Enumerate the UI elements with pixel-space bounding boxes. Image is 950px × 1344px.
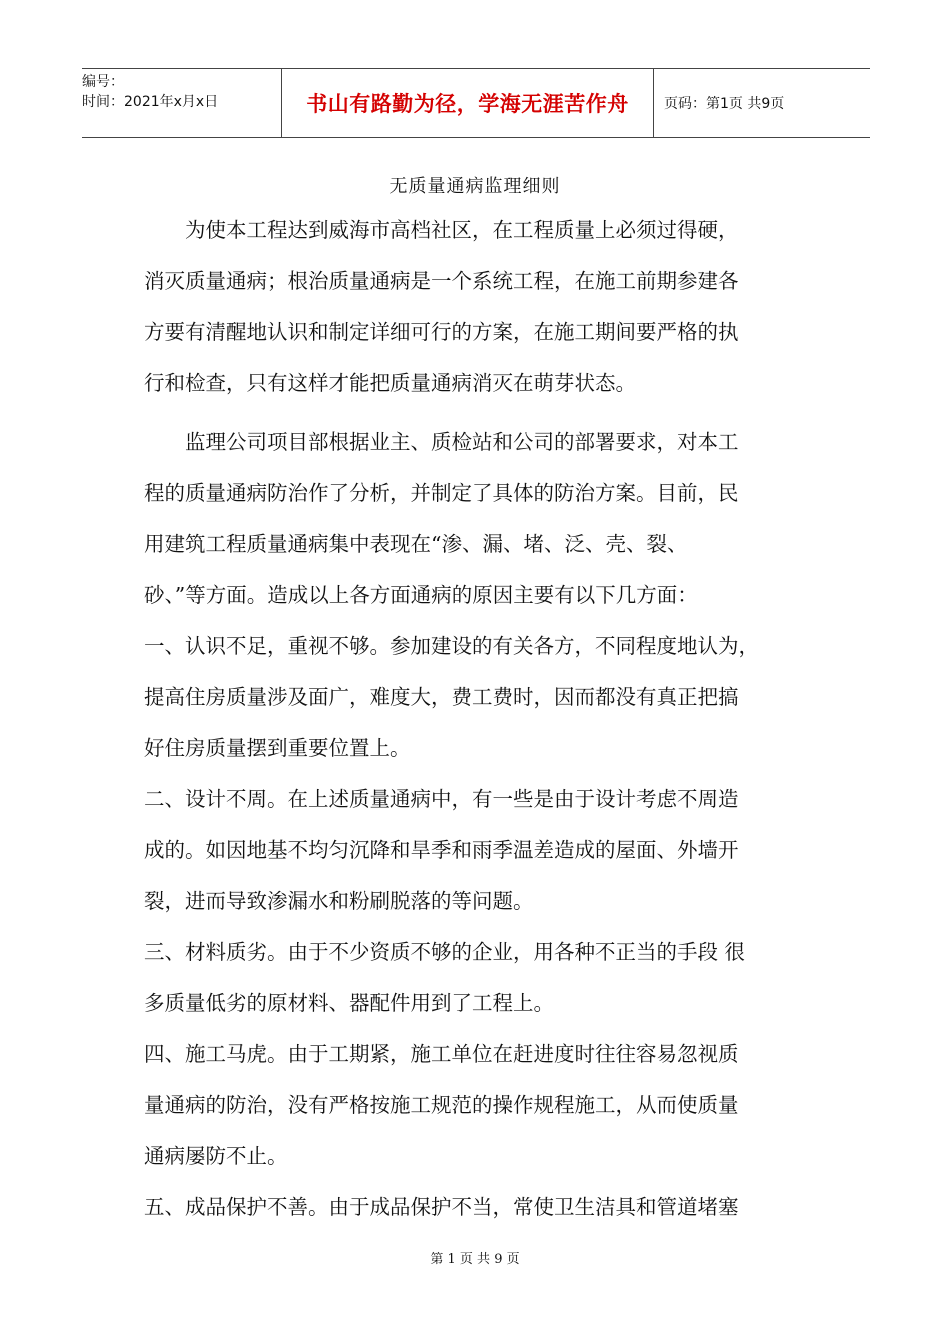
page-header — [82, 68, 870, 138]
body-line: 为使本工程达到威海市高档社区，在工程质量上必须过得硬， — [144, 218, 739, 242]
page-footer: 第 1 页 共 9 页 — [430, 1252, 520, 1267]
body-line: 监理公司项目部根据业主、质检站和公司的部署要求，对本工 — [144, 430, 739, 454]
body-line: 消灭质量通病；根治质量通病是一个系统工程，在施工前期参建各 — [144, 269, 739, 293]
body-line: 二、设计不周。在上述质量通病中，有一些是由于设计考虑不周造 — [144, 787, 739, 811]
body-line: 一、认识不足，重视不够。参加建设的有关各方，不同程度地认为， — [144, 634, 759, 658]
body-line: 量通病的防治，没有严格按施工规范的操作规程施工，从而使质量 — [144, 1093, 739, 1117]
body-line: 用建筑工程质量通病集中表现在“渗、漏、堵、泛、壳、裂、 — [144, 532, 688, 556]
body-line: 砂、”等方面。造成以上各方面通病的原因主要有以下几方面： — [144, 583, 698, 607]
body-line: 行和检查，只有这样才能把质量通病消灭在萌芽状态。 — [144, 371, 636, 395]
body-line: 好住房质量摆到重要位置上。 — [144, 736, 411, 760]
body-line: 成的。如因地基不均匀沉降和旱季和雨季温差造成的屋面、外墙开 — [144, 838, 739, 862]
body-line: 多质量低劣的原材料、器配件用到了工程上。 — [144, 991, 554, 1015]
body-line: 裂，进而导致渗漏水和粉刷脱落的等问题。 — [144, 889, 534, 913]
body-line: 提高住房质量涉及面广，难度大，费工费时，因而都没有真正把搞 — [144, 685, 739, 709]
document-body — [144, 205, 806, 1233]
body-line: 通病屡防不止。 — [144, 1144, 288, 1168]
body-line: 方要有清醒地认识和制定详细可行的方案，在施工期间要严格的执 — [144, 320, 739, 344]
body-line: 五、成品保护不善。由于成品保护不当，常使卫生洁具和管道堵塞 — [144, 1195, 739, 1219]
header-meta — [82, 69, 282, 137]
document-title: 无质量通病监理细则 — [389, 176, 561, 197]
header-motto: 书山有路勤为径，学海无涯苦作舟 — [282, 69, 654, 137]
body-line: 程的质量通病防治作了分析，并制定了具体的防治方案。目前，民 — [144, 481, 739, 505]
body-line: 四、施工马虎。由于工期紧，施工单位在赶进度时往往容易忽视质 — [144, 1042, 739, 1066]
body-line: 三、材料质劣。由于不少资质不够的企业，用各种不正当的手段 很 — [144, 940, 746, 964]
header-page-number: 页码：第1页 共9页 — [664, 96, 785, 112]
date-label: 时间：2021年x月x日 — [82, 94, 219, 110]
serial-number-label: 编号： — [82, 74, 124, 90]
